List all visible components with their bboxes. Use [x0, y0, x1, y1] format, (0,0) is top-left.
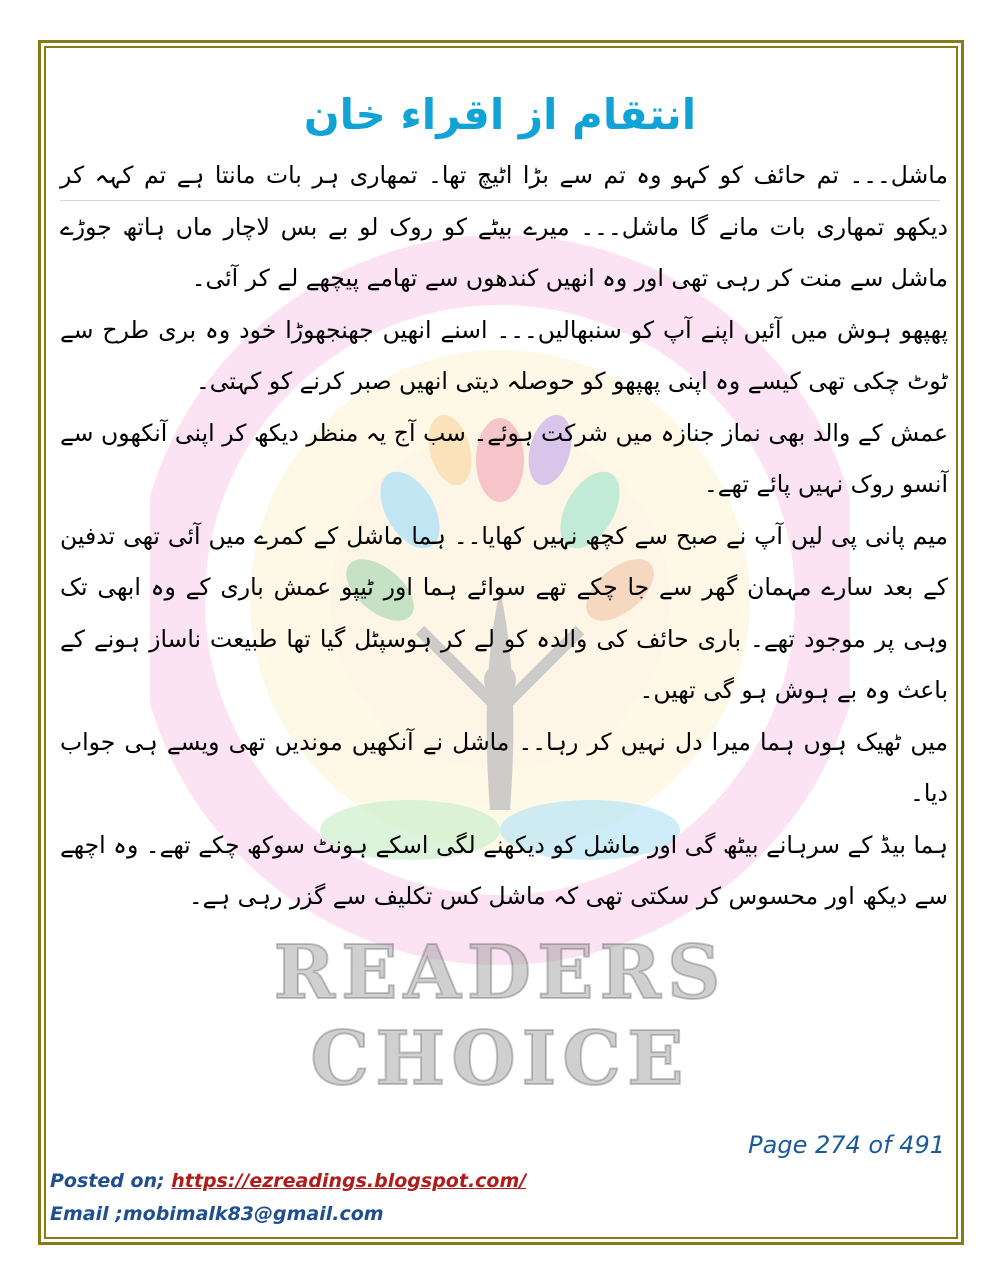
email-line: Email ;mobimalk83@gmail.com: [50, 1203, 384, 1225]
posted-on-label: Posted on;: [50, 1170, 172, 1192]
paragraph: ہما بیڈ کے سرہانے بیٹھ گی اور ماشل کو دیکھنے لگی اسکے ہونٹ سوکھ چکے تھے۔ وہ اچھے سے دیکھ اور محسوس کر سکتی تھی کہ ماشل کس تکلیف سے گزر رہی ہے۔: [60, 830, 948, 910]
paragraph: عمش کے والد بھی نماز جنازہ میں شرکت ہوئے۔ سب آج یہ منظر دیکھ کر اپنی آنکھوں سے آنسو روک نہیں پائے تھے۔: [60, 418, 948, 498]
paragraph: پھپھو ہوش میں آئیں اپنے آپ کو سنبھالیں۔۔۔ اسنے انھیں جھنجھوڑا خود وہ بری طرح سے ٹوٹ چکی تھی کیسے وہ اپنی پھپھو کو حوصلہ دیتی انھیں صبر کرنے کو کہتی۔: [60, 315, 948, 395]
paragraph: میں ٹھیک ہوں ہما میرا دل نہیں کر رہا۔۔ ماشل نے آنکھیں موندیں تھی ویسے ہی جواب دیا۔: [60, 727, 948, 807]
posted-on-line: [50, 1170, 526, 1192]
readers-choice-watermark: READERS CHOICE: [273, 930, 727, 1102]
paragraph: ماشل۔۔۔ تم حائف کو کہو وہ تم سے بڑا اٹیچ تھا۔ تمھاری ہر بات مانتا ہے تم کہہ کر دیکھو تمھاری بات مانے گا ماشل۔۔۔ میرے بیٹے کو روک لو بے بس لاچار ماں ہاتھ جوڑے ماشل سے منت کر رہی تھی اور وہ انھیں کندھوں سے تھامے پیچھے لے کر آئی۔: [60, 161, 948, 292]
page-number: Page 274 of 491: [748, 1131, 945, 1159]
story-body: [60, 150, 948, 923]
page-title: انتقام از اقراء خان: [303, 90, 697, 139]
paragraph: میم پانی پی لیں آپ نے صبح سے کچھ نہیں کھایا۔۔ ہما ماشل کے کمرے میں آئی تھی تدفین کے بعد سارے مہمان گھر سے جا چکے تھے سوائے ہما اور ٹیپو عمش باری کے وہ ابھی تک وہی پر موجود تھے۔ باری حائف کی والدہ کو لے کر ہوسپٹل گیا تھا طبیعت ناساز ہونے کے باعث وہ بے ہوش ہو گی تھیں۔: [60, 521, 948, 704]
blog-link[interactable]: https://ezreadings.blogspot.com/: [171, 1170, 527, 1192]
